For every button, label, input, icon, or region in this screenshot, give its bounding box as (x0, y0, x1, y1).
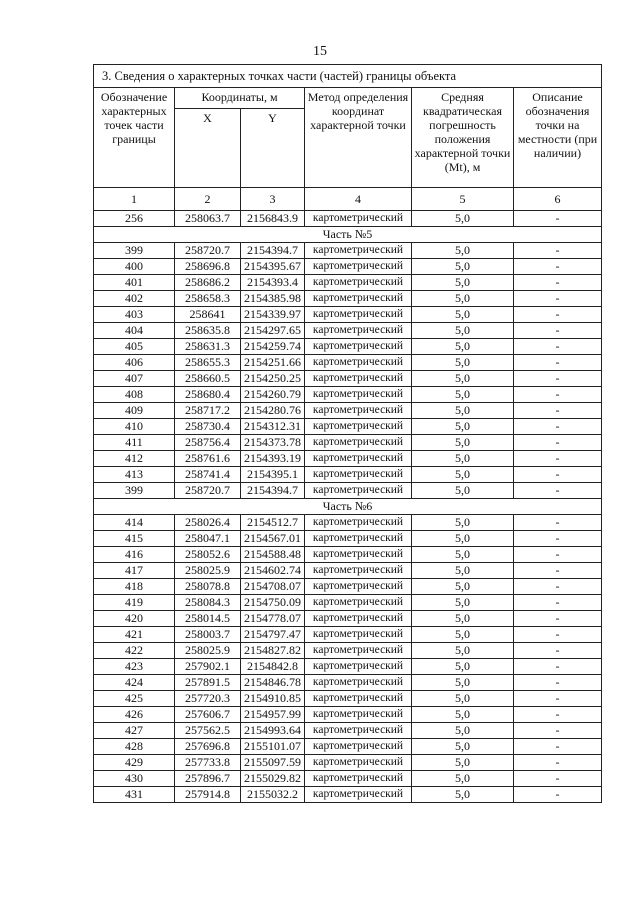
accuracy-cell: 5,0 (412, 643, 514, 659)
accuracy-cell: 5,0 (412, 291, 514, 307)
point-number-cell: 412 (94, 451, 175, 467)
table-row (94, 355, 602, 371)
boundary-points-table (93, 64, 602, 803)
point-number-cell: 406 (94, 355, 175, 371)
table-row (94, 483, 602, 499)
x-coordinate-cell: 258660.5 (175, 371, 241, 387)
method-cell: картометрический (305, 467, 412, 483)
table-row (94, 627, 602, 643)
y-coordinate-cell: 2154778.07 (241, 611, 305, 627)
y-coordinate-cell: 2154602.74 (241, 563, 305, 579)
point-number-cell: 421 (94, 627, 175, 643)
table-row (94, 419, 602, 435)
accuracy-cell: 5,0 (412, 691, 514, 707)
method-cell: картометрический (305, 755, 412, 771)
method-cell: картометрический (305, 515, 412, 531)
table-row (94, 755, 602, 771)
x-coordinate-cell: 258014.5 (175, 611, 241, 627)
y-coordinate-cell: 2154280.76 (241, 403, 305, 419)
accuracy-cell: 5,0 (412, 387, 514, 403)
accuracy-cell: 5,0 (412, 339, 514, 355)
table-row (94, 643, 602, 659)
method-cell: картометрический (305, 707, 412, 723)
y-coordinate-cell: 2154842.8 (241, 659, 305, 675)
method-cell: картометрический (305, 403, 412, 419)
x-coordinate-cell: 257562.5 (175, 723, 241, 739)
x-coordinate-cell: 257891.5 (175, 675, 241, 691)
method-cell: картометрический (305, 419, 412, 435)
y-coordinate-cell: 2155029.82 (241, 771, 305, 787)
table-row (94, 691, 602, 707)
x-coordinate-cell: 258658.3 (175, 291, 241, 307)
x-coordinate-cell: 258756.4 (175, 435, 241, 451)
section-title: 3. Сведения о характерных точках части (частей) границы объекта (94, 65, 602, 88)
y-coordinate-cell: 2154708.07 (241, 579, 305, 595)
point-number-cell: 417 (94, 563, 175, 579)
y-coordinate-cell: 2154395.67 (241, 259, 305, 275)
description-cell: - (514, 595, 602, 611)
x-coordinate-cell: 258003.7 (175, 627, 241, 643)
point-number-cell: 409 (94, 403, 175, 419)
description-cell: - (514, 627, 602, 643)
x-coordinate-cell: 258084.3 (175, 595, 241, 611)
description-cell: - (514, 323, 602, 339)
header-coordinates: Координаты, м (175, 88, 305, 109)
point-number-cell: 404 (94, 323, 175, 339)
method-cell: картометрический (305, 243, 412, 259)
accuracy-cell: 5,0 (412, 723, 514, 739)
table-row (94, 531, 602, 547)
description-cell: - (514, 739, 602, 755)
accuracy-cell: 5,0 (412, 307, 514, 323)
method-cell: картометрический (305, 451, 412, 467)
point-number-cell: 425 (94, 691, 175, 707)
table-row (94, 243, 602, 259)
y-coordinate-cell: 2154259.74 (241, 339, 305, 355)
y-coordinate-cell: 2155101.07 (241, 739, 305, 755)
description-cell: - (514, 691, 602, 707)
x-coordinate-cell: 257914.8 (175, 787, 241, 803)
description-cell: - (514, 243, 602, 259)
description-cell: - (514, 707, 602, 723)
accuracy-cell: 5,0 (412, 275, 514, 291)
y-coordinate-cell: 2154910.85 (241, 691, 305, 707)
point-number-cell: 430 (94, 771, 175, 787)
point-number-cell: 413 (94, 467, 175, 483)
part-heading-row (94, 499, 602, 515)
table-row (94, 275, 602, 291)
point-number-cell: 427 (94, 723, 175, 739)
method-cell: картометрический (305, 563, 412, 579)
table-row (94, 787, 602, 803)
point-number-cell: 411 (94, 435, 175, 451)
header-method: Метод определения координат характерной точки (305, 88, 412, 188)
x-coordinate-cell: 258052.6 (175, 547, 241, 563)
y-coordinate-cell: 2154251.66 (241, 355, 305, 371)
accuracy-cell: 5,0 (412, 579, 514, 595)
method-cell: картометрический (305, 643, 412, 659)
x-coordinate-cell: 257896.7 (175, 771, 241, 787)
description-cell: - (514, 659, 602, 675)
point-number-cell: 410 (94, 419, 175, 435)
method-cell: картометрический (305, 339, 412, 355)
point-number-cell: 423 (94, 659, 175, 675)
table-row (94, 659, 602, 675)
column-number: 3 (241, 188, 305, 211)
point-number-cell: 399 (94, 483, 175, 499)
method-cell: картометрический (305, 355, 412, 371)
accuracy-cell: 5,0 (412, 563, 514, 579)
x-coordinate-cell: 258680.4 (175, 387, 241, 403)
y-coordinate-cell: 2154993.64 (241, 723, 305, 739)
description-cell: - (514, 515, 602, 531)
table-row (94, 387, 602, 403)
point-number-cell: 418 (94, 579, 175, 595)
table-row (94, 515, 602, 531)
accuracy-cell: 5,0 (412, 787, 514, 803)
column-number: 1 (94, 188, 175, 211)
method-cell: картометрический (305, 547, 412, 563)
y-coordinate-cell: 2154750.09 (241, 595, 305, 611)
table-row (94, 547, 602, 563)
y-coordinate-cell: 2154394.7 (241, 483, 305, 499)
x-coordinate-cell: 257733.8 (175, 755, 241, 771)
x-coordinate-cell: 258025.9 (175, 563, 241, 579)
x-coordinate-cell: 257720.3 (175, 691, 241, 707)
point-number-cell: 419 (94, 595, 175, 611)
header-point-designation: Обозначение характерных точек части границы (94, 88, 175, 188)
point-number-cell: 400 (94, 259, 175, 275)
y-coordinate-cell: 2154827.82 (241, 643, 305, 659)
table-row (94, 563, 602, 579)
column-number: 4 (305, 188, 412, 211)
table-row (94, 467, 602, 483)
accuracy-cell: 5,0 (412, 707, 514, 723)
accuracy-cell: 5,0 (412, 675, 514, 691)
description-cell: - (514, 563, 602, 579)
accuracy-cell: 5,0 (412, 403, 514, 419)
method-cell: картометрический (305, 483, 412, 499)
method-cell: картометрический (305, 291, 412, 307)
method-cell: картометрический (305, 275, 412, 291)
method-cell: картометрический (305, 579, 412, 595)
part-heading: Часть №6 (94, 499, 602, 515)
method-cell: картометрический (305, 531, 412, 547)
x-coordinate-cell: 258696.8 (175, 259, 241, 275)
accuracy-cell: 5,0 (412, 659, 514, 675)
x-coordinate-cell: 258026.4 (175, 515, 241, 531)
point-number-cell: 431 (94, 787, 175, 803)
description-cell: - (514, 531, 602, 547)
accuracy-cell: 5,0 (412, 211, 514, 227)
table-row (94, 259, 602, 275)
method-cell: картометрический (305, 259, 412, 275)
table-row (94, 611, 602, 627)
x-coordinate-cell: 258047.1 (175, 531, 241, 547)
point-number-cell: 401 (94, 275, 175, 291)
point-number-cell: 429 (94, 755, 175, 771)
point-number-cell: 408 (94, 387, 175, 403)
y-coordinate-cell: 2154385.98 (241, 291, 305, 307)
method-cell: картометрический (305, 627, 412, 643)
y-coordinate-cell: 2154260.79 (241, 387, 305, 403)
x-coordinate-cell: 258741.4 (175, 467, 241, 483)
table-row (94, 323, 602, 339)
y-coordinate-cell: 2154957.99 (241, 707, 305, 723)
point-number-cell: 399 (94, 243, 175, 259)
description-cell: - (514, 387, 602, 403)
y-coordinate-cell: 2154297.65 (241, 323, 305, 339)
part-heading: Часть №5 (94, 227, 602, 243)
description-cell: - (514, 723, 602, 739)
point-number-cell: 424 (94, 675, 175, 691)
y-coordinate-cell: 2154250.25 (241, 371, 305, 387)
description-cell: - (514, 307, 602, 323)
x-coordinate-cell: 258063.7 (175, 211, 241, 227)
header-accuracy: Средняя квадратическая погрешность положения характерной точки (Mt), м (412, 88, 514, 188)
method-cell: картометрический (305, 595, 412, 611)
x-coordinate-cell: 258730.4 (175, 419, 241, 435)
y-coordinate-cell: 2154312.31 (241, 419, 305, 435)
column-numbers-row (94, 188, 602, 211)
x-coordinate-cell: 257696.8 (175, 739, 241, 755)
x-coordinate-cell: 258761.6 (175, 451, 241, 467)
table-row (94, 403, 602, 419)
description-cell: - (514, 787, 602, 803)
method-cell: картометрический (305, 211, 412, 227)
point-number-cell: 256 (94, 211, 175, 227)
x-coordinate-cell: 258720.7 (175, 483, 241, 499)
table-row (94, 291, 602, 307)
method-cell: картометрический (305, 435, 412, 451)
y-coordinate-cell: 2154393.4 (241, 275, 305, 291)
description-cell: - (514, 211, 602, 227)
y-coordinate-cell: 2154339.97 (241, 307, 305, 323)
accuracy-cell: 5,0 (412, 755, 514, 771)
table-row (94, 307, 602, 323)
accuracy-cell: 5,0 (412, 547, 514, 563)
point-number-cell: 403 (94, 307, 175, 323)
y-coordinate-cell: 2154393.19 (241, 451, 305, 467)
accuracy-cell: 5,0 (412, 515, 514, 531)
page-number: 15 (313, 44, 327, 59)
description-cell: - (514, 435, 602, 451)
point-number-cell: 426 (94, 707, 175, 723)
point-number-cell: 428 (94, 739, 175, 755)
method-cell: картометрический (305, 739, 412, 755)
description-cell: - (514, 579, 602, 595)
y-coordinate-cell: 2154846.78 (241, 675, 305, 691)
description-cell: - (514, 275, 602, 291)
accuracy-cell: 5,0 (412, 419, 514, 435)
method-cell: картометрический (305, 659, 412, 675)
method-cell: картометрический (305, 323, 412, 339)
description-cell: - (514, 451, 602, 467)
accuracy-cell: 5,0 (412, 355, 514, 371)
point-number-cell: 407 (94, 371, 175, 387)
table-row (94, 739, 602, 755)
method-cell: картометрический (305, 387, 412, 403)
point-number-cell: 416 (94, 547, 175, 563)
accuracy-cell: 5,0 (412, 323, 514, 339)
accuracy-cell: 5,0 (412, 371, 514, 387)
x-coordinate-cell: 258655.3 (175, 355, 241, 371)
accuracy-cell: 5,0 (412, 451, 514, 467)
point-number-cell: 402 (94, 291, 175, 307)
table-row (94, 595, 602, 611)
table-row (94, 211, 602, 227)
accuracy-cell: 5,0 (412, 467, 514, 483)
x-coordinate-cell: 258641 (175, 307, 241, 323)
accuracy-cell: 5,0 (412, 259, 514, 275)
y-coordinate-cell: 2155097.59 (241, 755, 305, 771)
description-cell: - (514, 259, 602, 275)
method-cell: картометрический (305, 691, 412, 707)
description-cell: - (514, 291, 602, 307)
y-coordinate-cell: 2154797.47 (241, 627, 305, 643)
description-cell: - (514, 483, 602, 499)
description-cell: - (514, 339, 602, 355)
method-cell: картометрический (305, 611, 412, 627)
point-number-cell: 414 (94, 515, 175, 531)
column-number: 5 (412, 188, 514, 211)
header-description: Описание обозначения точки на местности (при наличии) (514, 88, 602, 188)
point-number-cell: 422 (94, 643, 175, 659)
y-coordinate-cell: 2154512.7 (241, 515, 305, 531)
accuracy-cell: 5,0 (412, 627, 514, 643)
y-coordinate-cell: 2154395.1 (241, 467, 305, 483)
method-cell: картометрический (305, 307, 412, 323)
x-coordinate-cell: 257606.7 (175, 707, 241, 723)
y-coordinate-cell: 2154567.01 (241, 531, 305, 547)
x-coordinate-cell: 258720.7 (175, 243, 241, 259)
y-coordinate-cell: 2154373.78 (241, 435, 305, 451)
x-coordinate-cell: 258686.2 (175, 275, 241, 291)
method-cell: картометрический (305, 723, 412, 739)
x-coordinate-cell: 258635.8 (175, 323, 241, 339)
description-cell: - (514, 675, 602, 691)
accuracy-cell: 5,0 (412, 435, 514, 451)
table-row (94, 707, 602, 723)
table-row (94, 451, 602, 467)
description-cell: - (514, 547, 602, 563)
point-number-cell: 415 (94, 531, 175, 547)
description-cell: - (514, 355, 602, 371)
accuracy-cell: 5,0 (412, 739, 514, 755)
method-cell: картометрический (305, 771, 412, 787)
description-cell: - (514, 419, 602, 435)
description-cell: - (514, 371, 602, 387)
description-cell: - (514, 643, 602, 659)
table-row (94, 675, 602, 691)
accuracy-cell: 5,0 (412, 595, 514, 611)
description-cell: - (514, 467, 602, 483)
point-number-cell: 405 (94, 339, 175, 355)
x-coordinate-cell: 258025.9 (175, 643, 241, 659)
method-cell: картометрический (305, 675, 412, 691)
accuracy-cell: 5,0 (412, 531, 514, 547)
point-number-cell: 420 (94, 611, 175, 627)
method-cell: картометрический (305, 787, 412, 803)
accuracy-cell: 5,0 (412, 243, 514, 259)
header-y: Y (241, 109, 305, 188)
description-cell: - (514, 771, 602, 787)
column-number: 2 (175, 188, 241, 211)
x-coordinate-cell: 257902.1 (175, 659, 241, 675)
y-coordinate-cell: 2155032.2 (241, 787, 305, 803)
column-number: 6 (514, 188, 602, 211)
y-coordinate-cell: 2154394.7 (241, 243, 305, 259)
x-coordinate-cell: 258078.8 (175, 579, 241, 595)
header-x: X (175, 109, 241, 188)
accuracy-cell: 5,0 (412, 611, 514, 627)
description-cell: - (514, 611, 602, 627)
description-cell: - (514, 755, 602, 771)
table-row (94, 435, 602, 451)
method-cell: картометрический (305, 371, 412, 387)
y-coordinate-cell: 2154588.48 (241, 547, 305, 563)
table-row (94, 723, 602, 739)
table-row (94, 579, 602, 595)
table-row (94, 371, 602, 387)
x-coordinate-cell: 258717.2 (175, 403, 241, 419)
x-coordinate-cell: 258631.3 (175, 339, 241, 355)
part-heading-row (94, 227, 602, 243)
accuracy-cell: 5,0 (412, 771, 514, 787)
y-coordinate-cell: 2156843.9 (241, 211, 305, 227)
accuracy-cell: 5,0 (412, 483, 514, 499)
table-row (94, 771, 602, 787)
description-cell: - (514, 403, 602, 419)
table-row (94, 339, 602, 355)
